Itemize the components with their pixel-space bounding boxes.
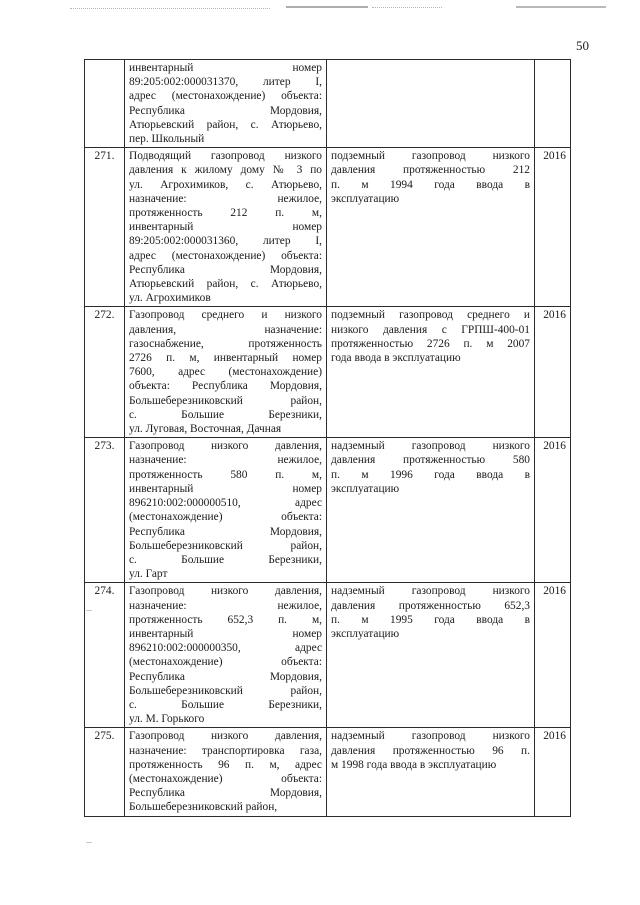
description-line: протяженность 652,3 п. м,: [129, 613, 322, 626]
description-line: пер. Школьный: [129, 133, 205, 146]
description-line: инвентарный номер: [129, 221, 322, 234]
description-line: (местонахождение) объекта:: [129, 511, 322, 524]
description-line: газоснабжение, протяженность: [129, 337, 322, 350]
row-number: 272.: [85, 307, 125, 438]
characteristics-line: давления протяженностью 96 п.: [331, 744, 530, 757]
object-description: [125, 438, 327, 583]
description-line: ул. Агрохимиков, с. Атюрьево,: [129, 178, 322, 191]
description-line: адрес (местонахождение) объекта:: [129, 90, 322, 103]
row-number: 273.: [85, 438, 125, 583]
description-line: Большеберезниковский район,: [129, 539, 322, 552]
description-line: с. Большие Березники,: [129, 408, 322, 421]
page-number: 50: [576, 38, 589, 53]
description-line: Газопровод среднего и низкого: [129, 309, 322, 322]
description-line: Большеберезниковский район,: [129, 684, 322, 697]
description-line: (местонахождение) объекта:: [129, 656, 322, 669]
description-line: 2726 п. м, инвентарный номер: [129, 352, 322, 365]
description-line: Газопровод низкого давления,: [129, 730, 322, 743]
register-body: [85, 60, 571, 817]
characteristics-line: низкого давления с ГРПШ-400-01: [331, 323, 530, 336]
description-line: протяженность 96 п. м, адрес: [129, 758, 322, 771]
object-description: [125, 60, 327, 148]
characteristics-line: м 1998 года ввода в эксплуатацию: [331, 758, 497, 771]
object-description: [125, 728, 327, 816]
description-line: назначение: нежилое,: [129, 192, 322, 205]
description-line: назначение: нежилое,: [129, 599, 322, 612]
description-line: Газопровод низкого давления,: [129, 440, 322, 453]
characteristics-line: надземный газопровод низкого: [331, 730, 530, 743]
description-line: инвентарный номер: [129, 627, 322, 640]
description-line: ул. Агрохимиков: [129, 292, 211, 305]
characteristics-line: эксплуатацию: [331, 482, 400, 495]
scan-artifact-right: [516, 6, 606, 8]
description-line: Атюрьевский район, с. Атюрьево,: [129, 278, 322, 291]
description-line: 7600, адрес (местонахождение): [129, 366, 322, 379]
year-cell: 2016: [535, 438, 571, 583]
description-line: Республика Мордовия,: [129, 787, 322, 800]
row-number: [85, 60, 125, 148]
description-line: протяженность 212 п. м,: [129, 207, 322, 220]
table-row: [85, 307, 571, 438]
description-line: Республика Мордовия,: [129, 263, 322, 276]
description-line: ул. М. Горького: [129, 713, 205, 726]
table-row: [85, 728, 571, 816]
description-line: ул. Гарт: [129, 568, 168, 581]
characteristics-line: года ввода в эксплуатацию: [331, 352, 461, 365]
characteristics-line: п. м 1995 года ввода в: [331, 613, 530, 626]
year-cell: 2016: [535, 728, 571, 816]
characteristics-line: эксплуатацию: [331, 627, 400, 640]
description-line: Газопровод низкого давления,: [129, 585, 322, 598]
characteristics-line: надземный газопровод низкого: [331, 440, 530, 453]
scan-artifact-mid: [372, 7, 442, 8]
characteristics-line: п. м 1996 года ввода в: [331, 468, 530, 481]
description-line: Большеберезниковский район,: [129, 801, 278, 814]
characteristics-line: давления протяженностью 580: [331, 454, 530, 467]
description-line: с. Большие Березники,: [129, 553, 322, 566]
description-line: Республика Мордовия,: [129, 525, 322, 538]
object-characteristics: [327, 438, 535, 583]
scan-artifact-center: [286, 6, 368, 8]
object-characteristics: [327, 583, 535, 728]
table-row: [85, 148, 571, 307]
description-line: ул. Луговая, Восточная, Дачная: [129, 423, 282, 436]
object-characteristics: [327, 307, 535, 438]
description-line: инвентарный номер: [129, 62, 322, 74]
description-line: 89:205:002:000031370, литер I,: [129, 76, 322, 89]
description-line: Подводящий газопровод низкого: [129, 150, 322, 163]
table-row: [85, 438, 571, 583]
description-line: назначение: транспортировка газа,: [129, 744, 322, 757]
characteristics-line: давления протяженностью 652,3: [331, 599, 530, 612]
characteristics-line: подземный газопровод низкого: [331, 150, 530, 163]
characteristics-line: надземный газопровод низкого: [331, 585, 530, 598]
property-register-table: [84, 59, 571, 817]
year-cell: [535, 60, 571, 148]
object-characteristics: [327, 60, 535, 148]
margin-mark: [86, 842, 92, 843]
description-line: Республика Мордовия,: [129, 670, 322, 683]
description-line: Республика Мордовия,: [129, 104, 322, 117]
description-line: Атюрьевский район, с. Атюрьево,: [129, 118, 322, 131]
description-line: инвентарный номер: [129, 482, 322, 495]
characteristics-line: давления протяженностью 212: [331, 164, 530, 177]
description-line: давления, назначение:: [129, 323, 322, 336]
description-line: (местонахождение) объекта:: [129, 772, 322, 785]
year-cell: 2016: [535, 307, 571, 438]
description-line: 89:205:002:000031360, литер I,: [129, 235, 322, 248]
year-cell: 2016: [535, 148, 571, 307]
description-line: адрес (местонахождение) объекта:: [129, 249, 322, 262]
characteristics-line: эксплуатацию: [331, 192, 400, 205]
description-line: Большеберезниковский район,: [129, 394, 322, 407]
row-number: 275.: [85, 728, 125, 816]
year-cell: 2016: [535, 583, 571, 728]
table-row: [85, 583, 571, 728]
characteristics-line: подземный газопровод среднего и: [331, 309, 530, 322]
description-line: 896210:002:000000510, адрес: [129, 497, 322, 510]
object-description: [125, 307, 327, 438]
characteristics-line: п. м 1994 года ввода в: [331, 178, 530, 191]
object-description: [125, 148, 327, 307]
description-line: давления к жилому дому № 3 по: [129, 164, 322, 177]
table-row: [85, 60, 571, 148]
object-characteristics: [327, 728, 535, 816]
scan-artifact-left: [70, 8, 270, 9]
characteristics-line: протяженностью 2726 п. м 2007: [331, 337, 530, 350]
row-number: 271.: [85, 148, 125, 307]
description-line: с. Большие Березники,: [129, 698, 322, 711]
object-characteristics: [327, 148, 535, 307]
description-line: протяженность 580 п. м,: [129, 468, 322, 481]
row-number: 274.: [85, 583, 125, 728]
description-line: объекта: Республика Мордовия,: [129, 380, 322, 393]
object-description: [125, 583, 327, 728]
description-line: назначение: нежилое,: [129, 454, 322, 467]
description-line: 896210:002:000000350, адрес: [129, 642, 322, 655]
